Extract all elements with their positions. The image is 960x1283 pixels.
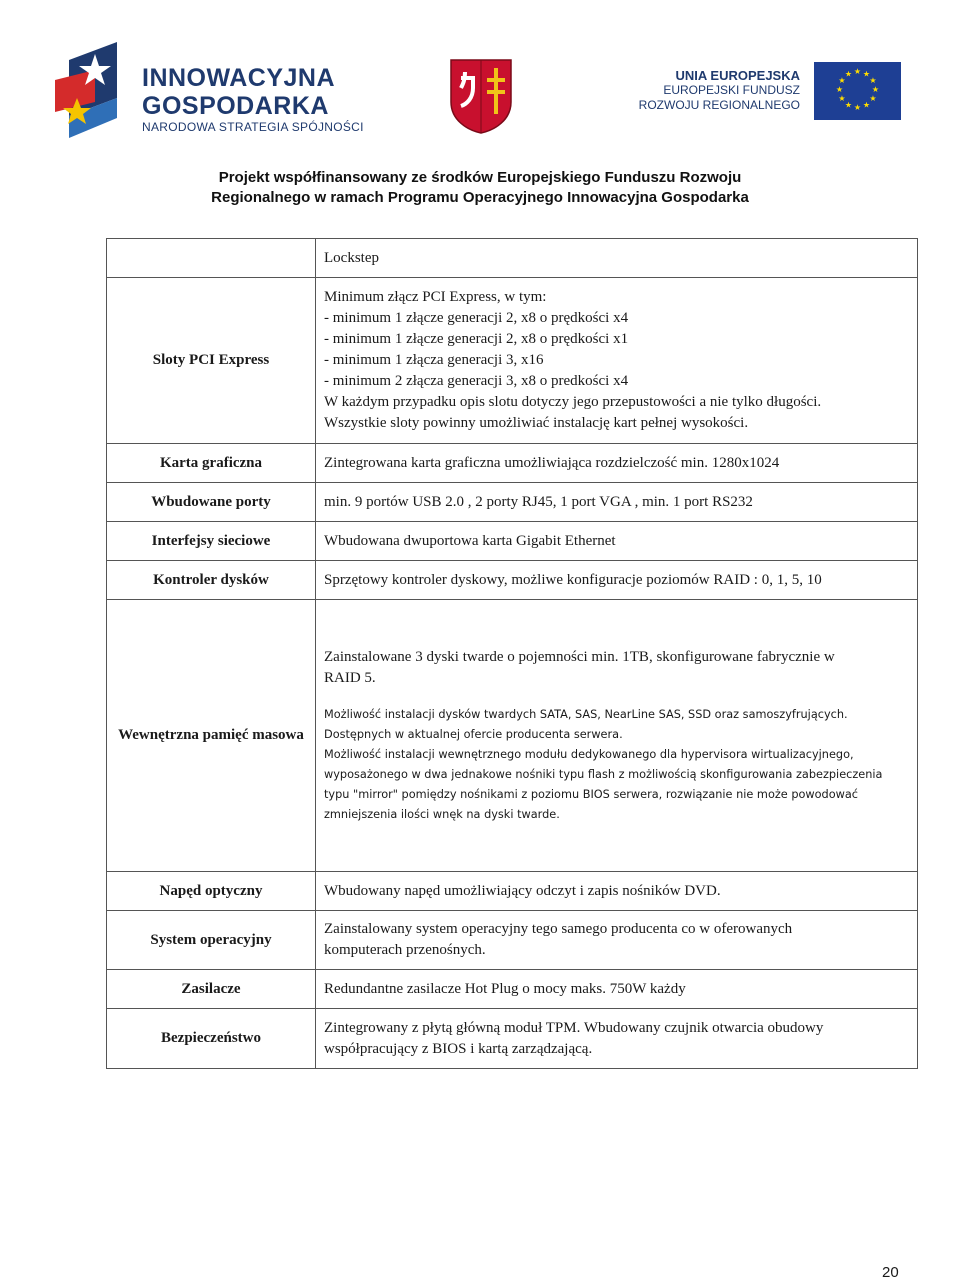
pci-line: - minimum 1 złącze generacji 2, x8 o prędkości x1 [324,331,629,347]
row-value: Lockstep [316,239,918,278]
project-line-1: Projekt współfinansowany ze środków Europejskiego Funduszu Rozwoju [218,169,742,186]
star-flag-logo-icon [55,40,145,140]
project-line-2: Regionalnego w ramach Programu Operacyjnego Innowacyjna Gospodarka [211,189,749,206]
pci-line: - minimum 1 złącza generacji 3, x16 [324,352,544,368]
row-label: Bezpieczeństwo [107,1009,316,1069]
row-label: Interfejsy sieciowe [107,522,316,561]
row-value: Wbudowana dwuportowa karta Gigabit Ethernet [316,522,918,561]
svg-text:★: ★ [835,85,844,94]
security-line: Zintegrowany z płytą główną moduł TPM. Wbudowany czujnik otwarcia obudowy [324,1019,824,1036]
row-label [107,239,316,278]
storage-note-line: zmniejszenia ilości wnęk na dyski twarde. [324,807,560,821]
page-number: 20 [882,1264,899,1281]
svg-text:★: ★ [869,94,877,103]
row-label: Zasilacze [107,970,316,1009]
table-row-ports [107,483,918,522]
svg-text:★: ★ [853,103,862,112]
project-funding-note [0,168,960,208]
storage-note-line: typu "mirror" pomiędzy nośnikami z poziomu BIOS serwera, rozwiązanie nie może powodować [324,787,859,801]
svg-text:★: ★ [862,69,871,79]
row-value [316,278,918,444]
svg-text:★: ★ [844,100,853,110]
pci-line: W każdym przypadku opis slotu dotyczy jego przepustowości a nie tylko długości. [324,394,822,410]
innowacyjna-gospodarka-logo [55,40,375,140]
page-header [0,0,960,212]
svg-text:★: ★ [838,76,846,85]
svg-text:★: ★ [871,85,880,94]
coat-of-arms-icon [449,58,513,134]
table-row-raid [107,561,918,600]
pci-line: - minimum 2 złącza generacji 3, x8 o predkości x4 [324,373,629,389]
spacer [324,689,909,705]
pci-line: - minimum 1 złącze generacji 2, x8 o prędkości x4 [324,310,629,326]
row-value: Sprzętowy kontroler dyskowy, możliwe konfiguracje poziomów RAID : 0, 1, 5, 10 [316,561,918,600]
storage-line: RAID 5. [324,669,376,686]
row-value [316,911,918,970]
row-label: Napęd optyczny [107,872,316,911]
svg-text:★: ★ [838,94,846,103]
row-label: System operacyjny [107,911,316,970]
row-value [316,1009,918,1069]
eu-line-1: UNIA EUROPEJSKA [675,68,800,83]
table-row-lockstep [107,239,918,278]
svg-text:★: ★ [853,67,862,76]
svg-text:★: ★ [869,76,877,85]
row-label: Sloty PCI Express [107,278,316,444]
row-value: Redundantne zasilacze Hot Plug o mocy maks. 750W każdy [316,970,918,1009]
svg-text:★: ★ [844,69,853,79]
storage-note-line: wyposażonego w dwa jednakowe nośniki typu flash z możliwością skonfigurowania zabezpieczenia [324,767,883,781]
table-row-psu [107,970,918,1009]
storage-line: Zainstalowane 3 dyski twarde o pojemności min. 1TB, skonfigurowane fabrycznie w [324,648,835,665]
eu-fund-text [600,68,800,113]
pci-line: Wszystkie sloty powinny umożliwiać instalację kart pełnej wysokości. [324,415,749,431]
os-line: Zainstalowany system operacyjny tego samego producenta co w oferowanych [324,921,793,937]
row-value: Wbudowany napęd umożliwiający odczyt i zapis nośników DVD. [316,872,918,911]
row-label: Wewnętrzna pamięć masowa [107,600,316,872]
eu-line-2: EUROPEJSKI FUNDUSZ [663,83,800,97]
spec-table [106,238,918,1069]
logo-line-2: GOSPODARKA [142,92,329,120]
table-row-security [107,1009,918,1069]
table-row-pci [107,278,918,444]
logo-line-1: INNOWACYJNA [142,64,336,92]
svg-text:★: ★ [862,100,871,110]
table-row-network [107,522,918,561]
row-label: Wbudowane porty [107,483,316,522]
storage-note-line: Dostępnych w aktualnej ofercie producenta serwera. [324,727,623,741]
row-value: Zintegrowana karta graficzna umożliwiająca rozdzielczość min. 1280x1024 [316,444,918,483]
logo-line-3: NARODOWA STRATEGIA SPÓJNOŚCI [142,120,364,134]
table-row-gpu [107,444,918,483]
table-row-os [107,911,918,970]
storage-note-line: Możliwość instalacji dysków twardych SATA, SAS, NearLine SAS, SSD oraz samoszyfrujących. [324,707,848,721]
row-value [316,600,918,872]
table-row-optical [107,872,918,911]
eu-flag-icon [814,62,901,120]
security-line: współpracujący z BIOS i kartą zarządzającą. [324,1040,593,1057]
eu-line-3: ROZWOJU REGIONALNEGO [638,98,800,112]
storage-note-line: Możliwość instalacji wewnętrznego modułu dedykowanego dla hypervisora wirtualizacyjnego, [324,747,854,761]
row-label: Karta graficzna [107,444,316,483]
os-line: komputerach przenośnych. [324,942,486,958]
pci-line: Minimum złącz PCI Express, w tym: [324,289,547,305]
row-value: min. 9 portów USB 2.0 , 2 porty RJ45, 1 port VGA , min. 1 port RS232 [316,483,918,522]
table-row-storage [107,600,918,872]
row-label: Kontroler dysków [107,561,316,600]
